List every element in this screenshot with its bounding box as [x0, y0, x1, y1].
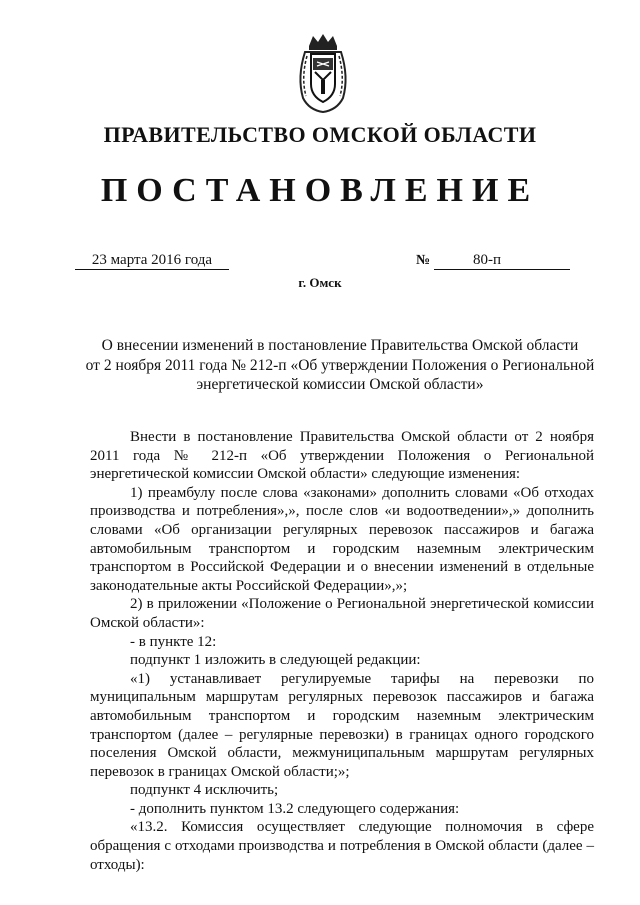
body-paragraph: «13.2. Комиссия осуществляет следующие полномочия в сфере обращения с отходами производства и потребления в Омской области (далее – отходы):: [90, 819, 594, 873]
document-date: 23 марта 2016 года: [75, 252, 229, 270]
coat-of-arms-icon: [295, 32, 351, 114]
body-paragraph: подпункт 4 исключить;: [130, 782, 279, 799]
body-paragraph: 1) преамбулу после слова «законами» дополнить словами «Об отходах производства и потребления»,», после слов «и водоотведении»,» дополнить словами «Об организации регулярных перевозок пассажиров и багажа автомобильным транспортом и городским наземным электрическим транспортом в Российской Федерации и о внесении изменений в отдельные законодательные акты Российской Федерации»,»;: [90, 484, 594, 594]
subject-line: О внесении изменений в постановление Правительства Омской области: [101, 337, 579, 354]
subject-line: от 2 ноября 2011 года № 212-п «Об утверждении Положения о Региональной: [85, 356, 595, 374]
subject-line: энергетической комиссии Омской области»: [196, 376, 484, 393]
body-paragraph: - дополнить пунктом 13.2 следующего содержания:: [130, 800, 460, 817]
document-body: [90, 428, 594, 874]
body-paragraph: 2) в приложении «Положение о Региональной энергетической комиссии Омской области»:: [90, 596, 594, 631]
document-type-title: ПОСТАНОВЛЕНИЕ: [100, 172, 540, 209]
body-paragraph: «1) устанавливает регулируемые тарифы на перевозки по муниципальным маршрутам регулярных перевозок пассажиров и багажа автомобильным транспортом и городским наземным электрическим транспортом (далее – регулярные перевозки) в границах одного городского поселения Омской области, межмуниципальным маршрутам регулярных перевозок в границах Омской области;»;: [90, 670, 594, 780]
body-paragraph: - в пункте 12:: [130, 633, 217, 650]
document-number: 80-п: [434, 252, 570, 270]
document-city: г. Омск: [298, 275, 342, 290]
document-subject: [70, 336, 610, 395]
body-paragraph: Внести в постановление Правительства Омской области от 2 ноября 2011 года № 212-п «Об утверждении Положения о Региональной энергетической комиссии Омской области» следующие изменения:: [90, 429, 594, 483]
body-paragraph: подпункт 1 изложить в следующей редакции:: [130, 652, 421, 669]
number-sign: №: [416, 253, 431, 268]
organization-title: ПРАВИТЕЛЬСТВО ОМСКОЙ ОБЛАСТИ: [103, 122, 537, 147]
